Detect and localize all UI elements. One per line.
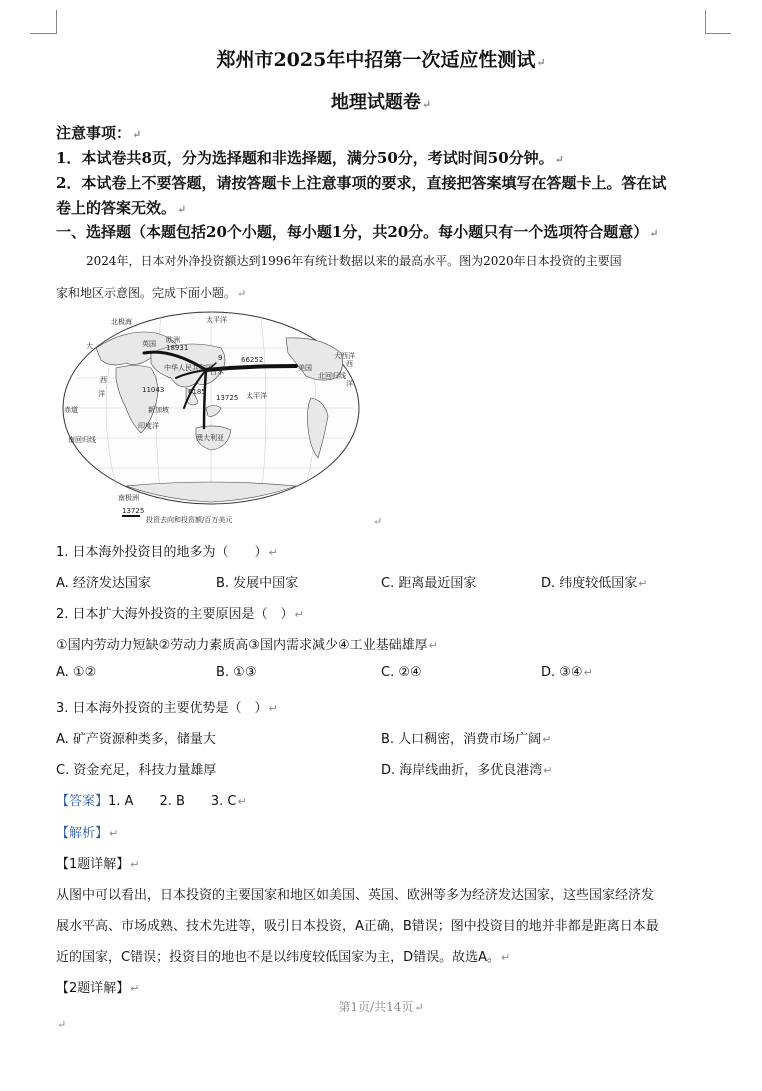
value-europe: 18931: [166, 344, 189, 352]
q1-stem: 1. 日本海外投资目的地多为（ ）↵: [56, 545, 278, 560]
label-pacific: 太平洋: [246, 392, 267, 400]
page-footer: 第1页/共14页↵: [338, 1000, 424, 1014]
notice-item-1: 1．本试卷共8页，分为选择题和非选择题，满分50分，考试时间50分钟。↵: [56, 149, 564, 167]
label-ocean-east: 洋: [346, 380, 353, 388]
q2-option-b: B. ①③: [216, 665, 257, 680]
crop-mark-top-left-v: [56, 10, 57, 34]
notice-item-2: 2．本试卷上不要答题，请按答题卡上注意事项的要求，直接把答案填写在答题卡上。答在试: [56, 174, 667, 192]
q2-stem: 2. 日本扩大海外投资的主要原因是（ ）↵: [56, 607, 304, 622]
intro-text: 2024年，日本对外净投资额达到1996年有统计数据以来的最高水平。图为2020年日本投资的主要国: [86, 254, 622, 268]
label-europe: 欧洲: [166, 336, 180, 344]
q1-option-a: A. 经济发达国家: [56, 576, 151, 591]
value-australia: 13725: [216, 394, 239, 402]
analysis-label: 【解析】↵: [56, 826, 119, 841]
label-japan: 日本: [210, 368, 224, 376]
label-pacific-north: 太平洋: [206, 316, 227, 324]
answer-line: 【答案】1. A 2. B 3. C↵: [56, 794, 247, 809]
crop-mark-top-left-h: [30, 33, 56, 34]
intro-text-cont: 家和地区示意图。完成下面小题。↵: [56, 286, 247, 300]
end-para-mark: ↵: [57, 1018, 67, 1031]
q3-stem: 3. 日本海外投资的主要优势是（ ）↵: [56, 701, 278, 716]
value-other: 6185: [188, 388, 206, 396]
value-china: 9: [218, 354, 223, 362]
label-west-east: 西: [346, 360, 353, 368]
q3-option-a: A. 矿产资源种类多，储量大: [56, 732, 216, 747]
q1-option-b: B. 发展中国家: [216, 576, 299, 591]
label-ocean: 洋: [98, 390, 105, 398]
answer-text: 1. A 2. B 3. C: [108, 794, 237, 809]
label-australia: 澳大利亚: [196, 434, 224, 442]
q1-option-d: D. 纬度较低国家↵: [541, 576, 648, 591]
map-para-mark: ↵: [373, 515, 383, 528]
label-equator: 赤道: [64, 406, 78, 414]
label-china: 中华人民共和国: [164, 364, 213, 372]
page-title: 郑州市2025年中招第一次适应性测试↵: [216, 49, 546, 71]
legend-value: 13725: [122, 507, 145, 515]
world-map-figure: [56, 308, 372, 528]
section-heading: 一、选择题（本题包括20个小题，每小题1分，共20分。每小题只有一个选项符合题意）↵: [56, 223, 659, 241]
label-uk: 英国: [142, 340, 156, 348]
detail-1-line-3: 近的国家，C错误；投资目的地也不是以纬度较低国家为主，D错误。故选A。↵: [56, 950, 511, 965]
value-singapore: 11043: [142, 386, 165, 394]
answer-label: 【答案】: [56, 794, 109, 809]
legend-text: 投资去向和投资额/百万美元: [146, 516, 233, 524]
label-west: 西: [100, 376, 107, 384]
label-atlantic-east: 大西洋: [334, 352, 355, 360]
label-usa: 美国: [298, 364, 312, 372]
label-arctic: 北极海: [111, 318, 132, 326]
q2-option-d: D. ③④↵: [541, 665, 593, 680]
label-singapore: 新加坡: [148, 406, 169, 414]
detail-1-line-2: 展水平高、市场成熟、技术先进等，吸引日本投资，A正确，B错误；图中投资目的地并非都是距离日本最: [56, 919, 659, 934]
detail-1-label: 【1题详解】↵: [56, 857, 140, 872]
crop-mark-top-right-v: [705, 10, 706, 34]
detail-2-label: 【2题详解】↵: [56, 981, 140, 996]
notice-heading: 注意事项：↵: [56, 124, 142, 142]
world-map: [56, 308, 372, 528]
q2-option-a: A. ①②: [56, 665, 97, 680]
label-south-regression: 南回归线: [68, 436, 96, 444]
label-atlantic-west: 大: [86, 342, 93, 350]
q3-option-c: C. 资金充足，科技力量雄厚: [56, 763, 217, 778]
notice-item-2-cont: 卷上的答案无效。↵: [56, 199, 187, 217]
label-indian-ocean: 印度洋: [138, 422, 159, 430]
q1-option-c: C. 距离最近国家: [381, 576, 477, 591]
q3-option-b: B. 人口稠密，消费市场广阔↵: [381, 732, 552, 747]
q2-option-c: C. ②④: [381, 665, 422, 680]
value-usa: 66252: [241, 356, 264, 364]
label-north-regression: 北回归线: [318, 372, 346, 380]
q3-option-d: D. 海岸线曲折，多优良港湾↵: [381, 763, 553, 778]
paper-subtitle: 地理试题卷↵: [330, 92, 432, 113]
q2-statements: ①国内劳动力短缺②劳动力素质高③国内需求减少④工业基础雄厚↵: [56, 638, 438, 653]
label-antarctica: 南极洲: [118, 494, 139, 502]
detail-1-line-1: 从图中可以看出，日本投资的主要国家和地区如美国、英国、欧洲等多为经济发达国家，这些国家经济发: [56, 888, 655, 903]
crop-mark-top-right-h: [705, 33, 731, 34]
